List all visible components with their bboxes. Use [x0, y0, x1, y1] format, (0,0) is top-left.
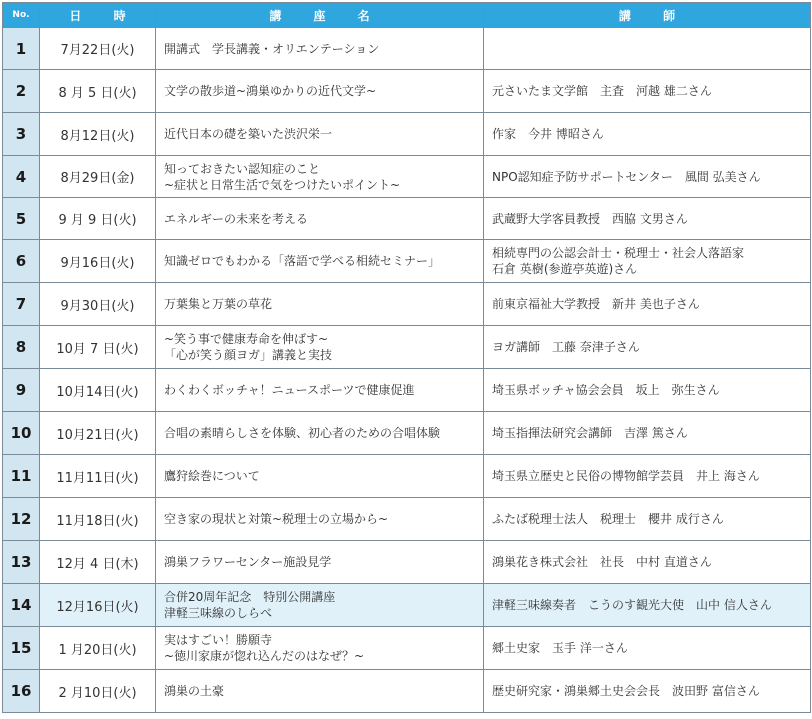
row-number: 3 — [3, 113, 40, 156]
lecture-title-line: 実はすごい！勝願寺 — [164, 633, 273, 647]
instructor-line: 埼玉県立歴史と民俗の博物館学芸員 井上 海さん — [492, 469, 760, 483]
table-row — [3, 369, 811, 412]
row-instructor — [484, 156, 811, 198]
table-row — [3, 240, 811, 283]
row-number: 13 — [3, 541, 40, 584]
lecture-title-line: 鴻巣フラワーセンター施設見学 — [164, 555, 332, 569]
lecture-title-line: 鴻巣の土豪 — [164, 684, 225, 698]
row-date: 8月12日(火) — [40, 113, 156, 156]
row-lecture-title — [156, 627, 484, 670]
table-row — [3, 326, 811, 369]
table-row — [3, 498, 811, 541]
table-row — [3, 198, 811, 240]
row-number: 7 — [3, 283, 40, 326]
row-number: 10 — [3, 412, 40, 455]
table-row — [3, 113, 811, 156]
row-date: 11月11日(火) — [40, 455, 156, 498]
row-instructor — [484, 28, 811, 70]
row-lecture-title — [156, 28, 484, 70]
table-row — [3, 455, 811, 498]
row-instructor — [484, 369, 811, 412]
instructor-line: 鴻巣花き株式会社 社長 中村 直道さん — [492, 555, 712, 569]
table-row — [3, 28, 811, 70]
instructor-line: ふたば税理士法人 税理士 櫻井 成行さん — [492, 512, 724, 526]
table-row — [3, 541, 811, 584]
row-instructor — [484, 541, 811, 584]
row-instructor — [484, 670, 811, 713]
row-lecture-title — [156, 584, 484, 627]
row-instructor — [484, 283, 811, 326]
row-number: 1 — [3, 28, 40, 70]
row-date: 11月18日(火) — [40, 498, 156, 541]
row-number: 11 — [3, 455, 40, 498]
row-date: 1 月20日(火) — [40, 627, 156, 670]
lecture-title-line: ~笑う事で健康寿命を伸ばす~ — [164, 332, 329, 346]
row-instructor — [484, 240, 811, 283]
lecture-title-line: エネルギーの未来を考える — [164, 211, 309, 226]
row-instructor — [484, 113, 811, 156]
row-date: 9月16日(火) — [40, 240, 156, 283]
row-lecture-title — [156, 412, 484, 455]
row-date: 9月30日(火) — [40, 283, 156, 326]
table-header-row — [3, 3, 811, 28]
row-lecture-title — [156, 498, 484, 541]
lecture-title-line: 知識ゼロでもわかる「落語で学べる相続セミナー」 — [164, 254, 441, 268]
row-instructor — [484, 584, 811, 627]
row-lecture-title — [156, 283, 484, 326]
row-date: 7月22日(火) — [40, 28, 156, 70]
lecture-title-line: 合唱の素晴らしさを体験、初心者のための合唱体験 — [164, 426, 441, 440]
row-instructor — [484, 455, 811, 498]
instructor-line: 元さいたま文学館 主査 河越 雄二さん — [492, 84, 712, 98]
header-date: 日 時 — [40, 3, 156, 28]
row-number: 8 — [3, 326, 40, 369]
table-row — [3, 412, 811, 455]
table-row — [3, 283, 811, 326]
row-instructor — [484, 412, 811, 455]
row-date: 8月29日(金) — [40, 156, 156, 198]
instructor-line: 埼玉指揮法研究会講師 吉澤 篤さん — [492, 426, 688, 440]
row-instructor — [484, 70, 811, 113]
instructor-line: 津軽三味線奏者 こうのす観光大使 山中 信人さん — [492, 598, 772, 612]
lecture-title-line: ~症状と日常生活で気をつけたいポイント~ — [164, 177, 401, 192]
row-number: 12 — [3, 498, 40, 541]
row-number: 9 — [3, 369, 40, 412]
instructor-line: 相続専門の公認会計士・税理士・社会人落語家 — [492, 246, 745, 260]
row-lecture-title — [156, 369, 484, 412]
row-date: 10月 7 日(火) — [40, 326, 156, 369]
lecture-schedule-table — [2, 2, 811, 713]
row-lecture-title — [156, 326, 484, 369]
table-row — [3, 70, 811, 113]
row-number: 4 — [3, 156, 40, 198]
instructor-line: ヨガ講師 工藤 奈津子さん — [492, 340, 640, 354]
row-date: 2 月10日(火) — [40, 670, 156, 713]
lecture-title-line: 合併20周年記念 特別公開講座 — [164, 590, 336, 604]
row-date: 12月 4 日(木) — [40, 541, 156, 584]
lecture-title-line: 鷹狩絵巻について — [164, 469, 260, 483]
lecture-title-line: 開講式 学長講義・オリエンテーション — [164, 41, 380, 56]
instructor-line: 郷土史家 玉手 洋一さん — [492, 641, 628, 655]
row-number: 15 — [3, 627, 40, 670]
table-row — [3, 670, 811, 713]
row-instructor — [484, 198, 811, 240]
row-lecture-title — [156, 198, 484, 240]
lecture-title-line: 文学の散歩道~鴻巣ゆかりの近代文学~ — [164, 84, 377, 98]
row-date: 10月21日(火) — [40, 412, 156, 455]
row-number: 16 — [3, 670, 40, 713]
row-lecture-title — [156, 113, 484, 156]
row-lecture-title — [156, 70, 484, 113]
header-instructor: 講 師 — [484, 3, 811, 28]
table-row — [3, 584, 811, 627]
lecture-title-line: 近代日本の礎を築いた渋沢栄一 — [164, 127, 333, 141]
row-number: 14 — [3, 584, 40, 627]
row-instructor — [484, 326, 811, 369]
instructor-line: 武蔵野大学客員教授 西脇 文男さん — [492, 211, 688, 226]
lecture-title-line: 万葉集と万葉の草花 — [164, 297, 273, 311]
header-no: No. — [3, 3, 40, 28]
row-date: 8 月 5 日(火) — [40, 70, 156, 113]
instructor-line: 埼玉県ボッチャ協会会員 坂上 弥生さん — [492, 383, 720, 397]
lecture-title-line: ~徳川家康が惚れ込んだのはなぜ？~ — [164, 649, 365, 663]
row-date: 12月16日(火) — [40, 584, 156, 627]
row-lecture-title — [156, 156, 484, 198]
lecture-title-line: 津軽三味線のしらべ — [164, 606, 273, 620]
lecture-title-line: 「心が笑う顔ヨガ」講義と実技 — [164, 348, 333, 362]
row-date: 10月14日(火) — [40, 369, 156, 412]
row-instructor — [484, 627, 811, 670]
instructor-line: 石倉 英樹(参遊亭英遊)さん — [492, 262, 638, 276]
row-number: 2 — [3, 70, 40, 113]
row-lecture-title — [156, 670, 484, 713]
instructor-line: 歴史研究家・鴻巣郷土史会会長 波田野 富信さん — [492, 684, 760, 698]
row-number: 5 — [3, 198, 40, 240]
table-row — [3, 627, 811, 670]
instructor-line: 前東京福祉大学教授 新井 美也子さん — [492, 297, 700, 311]
row-lecture-title — [156, 541, 484, 584]
lecture-title-line: 知っておきたい認知症のこと — [164, 161, 321, 176]
row-date: 9 月 9 日(火) — [40, 198, 156, 240]
table-row — [3, 156, 811, 198]
header-title: 講 座 名 — [156, 3, 484, 28]
row-instructor — [484, 498, 811, 541]
row-number: 6 — [3, 240, 40, 283]
lecture-title-line: わくわくボッチャ！ニュースポーツで健康促進 — [164, 383, 415, 397]
instructor-line: 作家 今井 博昭さん — [492, 127, 604, 141]
row-lecture-title — [156, 455, 484, 498]
lecture-title-line: 空き家の現状と対策~税理士の立場から~ — [164, 512, 389, 526]
row-lecture-title — [156, 240, 484, 283]
instructor-line: NPO認知症予防サポートセンター 風間 弘美さん — [492, 169, 761, 184]
